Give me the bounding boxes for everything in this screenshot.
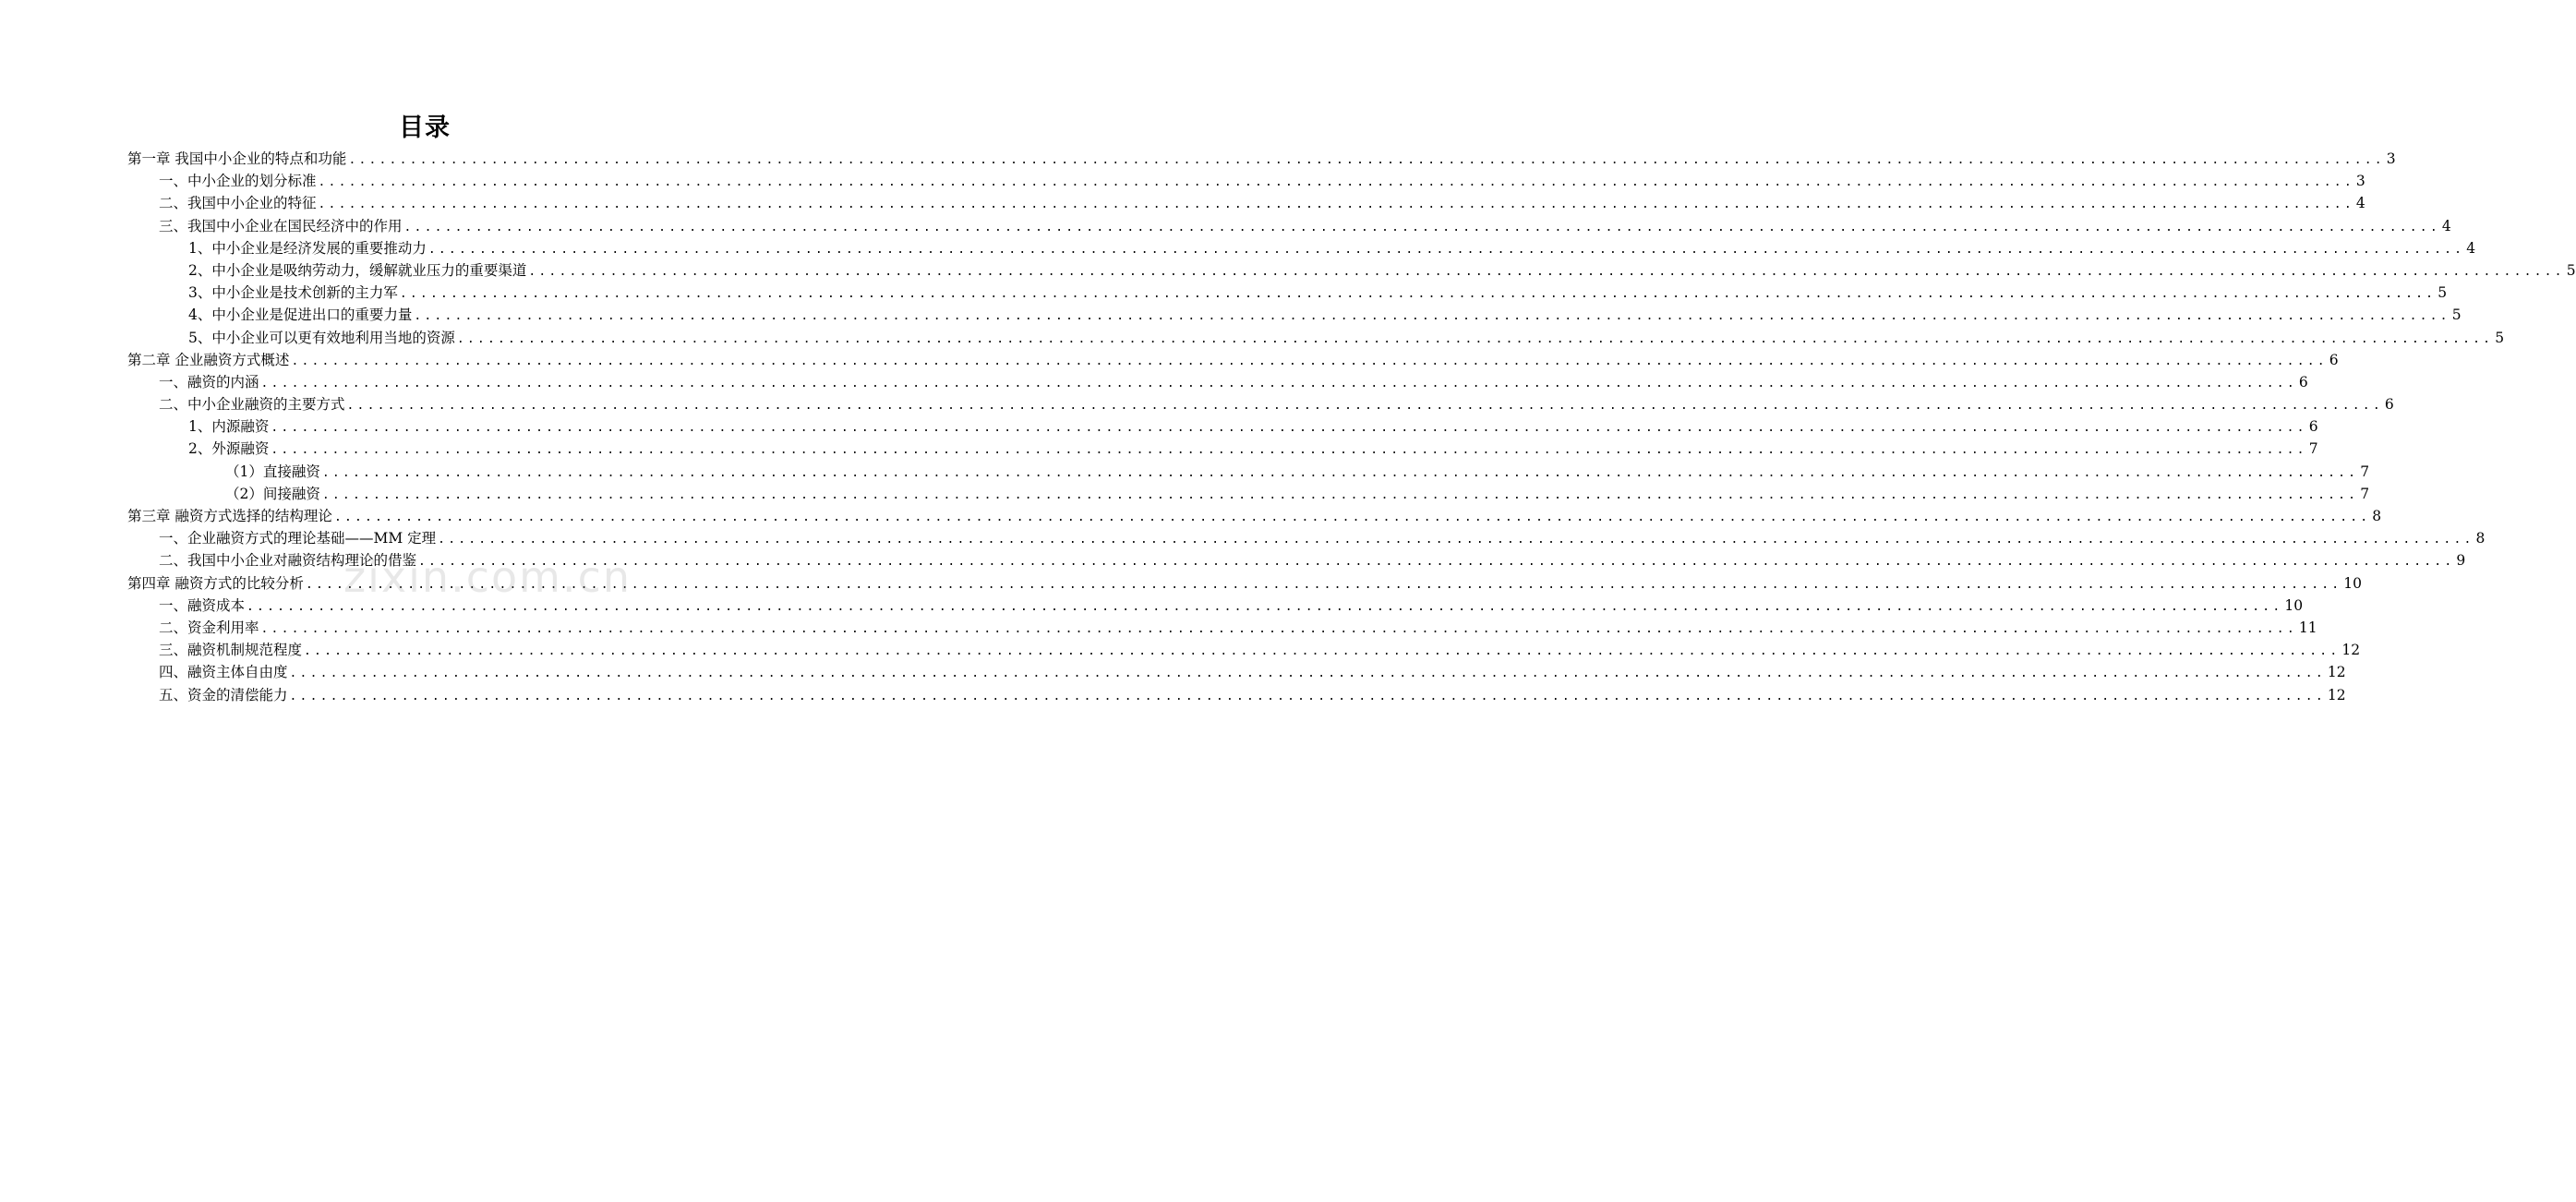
toc-entry-text: 二、我国中小企业对融资结构理论的借鉴 <box>159 552 417 570</box>
toc-entry[interactable] <box>127 393 2394 415</box>
dot-leader: ........................................................................................................................................................................................................ <box>414 309 2450 324</box>
toc-entry[interactable] <box>127 595 2304 617</box>
page-title: 目录 <box>399 114 451 142</box>
toc-entry[interactable] <box>127 461 2370 483</box>
toc-entry[interactable] <box>127 148 2396 170</box>
dot-leader: ........................................................................................................................................................................................................ <box>438 533 2474 547</box>
toc-entry-text: 第二章 企业融资方式概述 <box>127 351 290 368</box>
toc-page-number: 7 <box>2360 485 2370 502</box>
dot-leader: ........................................................................................................................................................................................................ <box>289 667 2326 681</box>
dot-leader: ........................................................................................................................................................................................................ <box>418 555 2455 570</box>
toc-page-number: 6 <box>2384 396 2394 414</box>
dot-leader: ........................................................................................................................................................................................................ <box>403 220 2440 234</box>
toc-page-number: 5 <box>2566 261 2576 279</box>
toc-entry[interactable] <box>127 349 2339 371</box>
toc-entry[interactable] <box>127 572 2363 595</box>
toc-entry[interactable] <box>127 617 2317 639</box>
toc-page-number: 4 <box>2355 195 2365 212</box>
toc-page-number: 6 <box>2329 351 2339 368</box>
toc-entry-text: 2、中小企业是吸纳劳动力，缓解就业压力的重要渠道 <box>188 261 527 279</box>
toc-entry[interactable] <box>127 527 2486 549</box>
dot-leader: ........................................................................................................................................................................................................ <box>321 465 2359 480</box>
toc-entry[interactable] <box>127 327 2505 349</box>
dot-leader: ........................................................................................................................................................................................................ <box>318 198 2354 212</box>
toc-entry-text: 一、企业融资方式的理论基础——MM 定理 <box>159 530 437 547</box>
dot-leader: ........................................................................................................................................................................................................ <box>318 175 2354 190</box>
toc-entry-text: 第一章 我国中小企业的特点和功能 <box>127 150 347 167</box>
toc-page-number: 11 <box>2298 619 2317 636</box>
dot-leader: ........................................................................................................................................................................................................ <box>348 153 2385 167</box>
toc-entry-text: （1）直接融资 <box>225 463 320 480</box>
toc-page-number: 7 <box>2360 463 2370 480</box>
toc-page-number: 7 <box>2308 440 2318 458</box>
toc-entry[interactable] <box>127 304 2462 326</box>
dot-leader: ........................................................................................................................................................................................................ <box>399 287 2437 302</box>
toc-entry-text: （2）间接融资 <box>225 485 320 502</box>
dot-leader: ........................................................................................................................................................................................................ <box>291 354 2328 368</box>
table-of-contents <box>127 148 2576 706</box>
dot-leader: ........................................................................................................................................................................................................ <box>456 331 2494 346</box>
toc-entry[interactable] <box>127 505 2382 527</box>
toc-entry[interactable] <box>127 415 2318 438</box>
dot-leader: ........................................................................................................................................................................................................ <box>260 621 2297 636</box>
dot-leader: ........................................................................................................................................................................................................ <box>247 599 2283 614</box>
toc-page-number: 5 <box>2495 329 2505 346</box>
watermark: zixin.com.cn <box>343 552 632 602</box>
toc-entry-text: 一、中小企业的划分标准 <box>159 173 317 190</box>
toc-entry-text: 三、我国中小企业在国民经济中的作用 <box>159 217 403 234</box>
toc-entry[interactable] <box>127 549 2466 571</box>
toc-entry-text: 一、融资的内涵 <box>159 373 259 391</box>
toc-page-number: 3 <box>2355 173 2365 190</box>
toc-page-number: 3 <box>2386 150 2396 167</box>
toc-entry-text: 4、中小企业是促进出口的重要力量 <box>188 307 413 324</box>
toc-entry[interactable] <box>127 661 2346 683</box>
toc-entry[interactable] <box>127 438 2318 460</box>
toc-page-number: 12 <box>2327 686 2346 703</box>
toc-page-number: 8 <box>2372 508 2382 524</box>
dot-leader: ........................................................................................................................................................................................................ <box>427 242 2465 257</box>
toc-entry-text: 二、资金利用率 <box>159 619 259 636</box>
toc-entry-text: 二、我国中小企业的特征 <box>159 195 317 212</box>
toc-entry[interactable] <box>127 215 2451 237</box>
toc-entry-text: 1、中小企业是经济发展的重要推动力 <box>188 239 427 257</box>
dot-leader: ........................................................................................................................................................................................................ <box>528 264 2565 279</box>
toc-page-number: 12 <box>2341 642 2361 659</box>
toc-entry[interactable] <box>127 282 2448 304</box>
toc-page-number: 10 <box>2284 596 2304 614</box>
dot-leader: ........................................................................................................................................................................................................ <box>333 511 2371 524</box>
toc-page-number: 9 <box>2456 552 2466 570</box>
toc-page-number: 10 <box>2343 574 2363 592</box>
toc-entry-text: 五、资金的清偿能力 <box>159 686 288 703</box>
dot-leader: ........................................................................................................................................................................................................ <box>271 421 2307 436</box>
toc-page-number: 8 <box>2475 530 2486 547</box>
toc-entry-text: 5、中小企业可以更有效地利用当地的资源 <box>188 329 455 346</box>
toc-entry-text: 1、内源融资 <box>188 418 270 436</box>
toc-page-number: 5 <box>2438 284 2448 302</box>
toc-entry-text: 第三章 融资方式选择的结构理论 <box>127 508 332 524</box>
toc-entry[interactable] <box>127 483 2370 505</box>
dot-leader: ........................................................................................................................................................................................................ <box>346 399 2383 414</box>
dot-leader: ........................................................................................................................................................................................................ <box>305 577 2342 592</box>
toc-entry[interactable] <box>127 259 2576 282</box>
toc-entry-text: 四、融资主体自由度 <box>159 664 288 681</box>
toc-entry-text: 三、融资机制规范程度 <box>159 642 303 659</box>
dot-leader: ........................................................................................................................................................................................................ <box>260 376 2297 391</box>
dot-leader: ........................................................................................................................................................................................................ <box>289 689 2326 703</box>
toc-entry[interactable] <box>127 639 2361 661</box>
toc-entry-text: 3、中小企业是技术创新的主力军 <box>188 284 398 302</box>
dot-leader: ........................................................................................................................................................................................................ <box>271 443 2307 458</box>
toc-page-number: 5 <box>2451 307 2462 324</box>
toc-entry-text: 第四章 融资方式的比较分析 <box>127 574 304 592</box>
dot-leader: ........................................................................................................................................................................................................ <box>304 644 2341 659</box>
toc-entry[interactable] <box>127 684 2346 706</box>
toc-entry[interactable] <box>127 192 2365 214</box>
toc-page-number: 12 <box>2327 664 2346 681</box>
dot-leader: ........................................................................................................................................................................................................ <box>321 487 2359 502</box>
toc-entry[interactable] <box>127 170 2365 192</box>
toc-entry-text: 2、外源融资 <box>188 440 270 458</box>
toc-entry[interactable] <box>127 237 2476 259</box>
toc-page-number: 4 <box>2466 239 2476 257</box>
toc-page-number: 6 <box>2298 373 2308 391</box>
toc-entry[interactable] <box>127 371 2308 393</box>
toc-page-number: 6 <box>2308 418 2318 436</box>
toc-page-number: 4 <box>2441 217 2451 234</box>
toc-entry-text: 二、中小企业融资的主要方式 <box>159 396 345 414</box>
toc-entry-text: 一、融资成本 <box>159 596 246 614</box>
